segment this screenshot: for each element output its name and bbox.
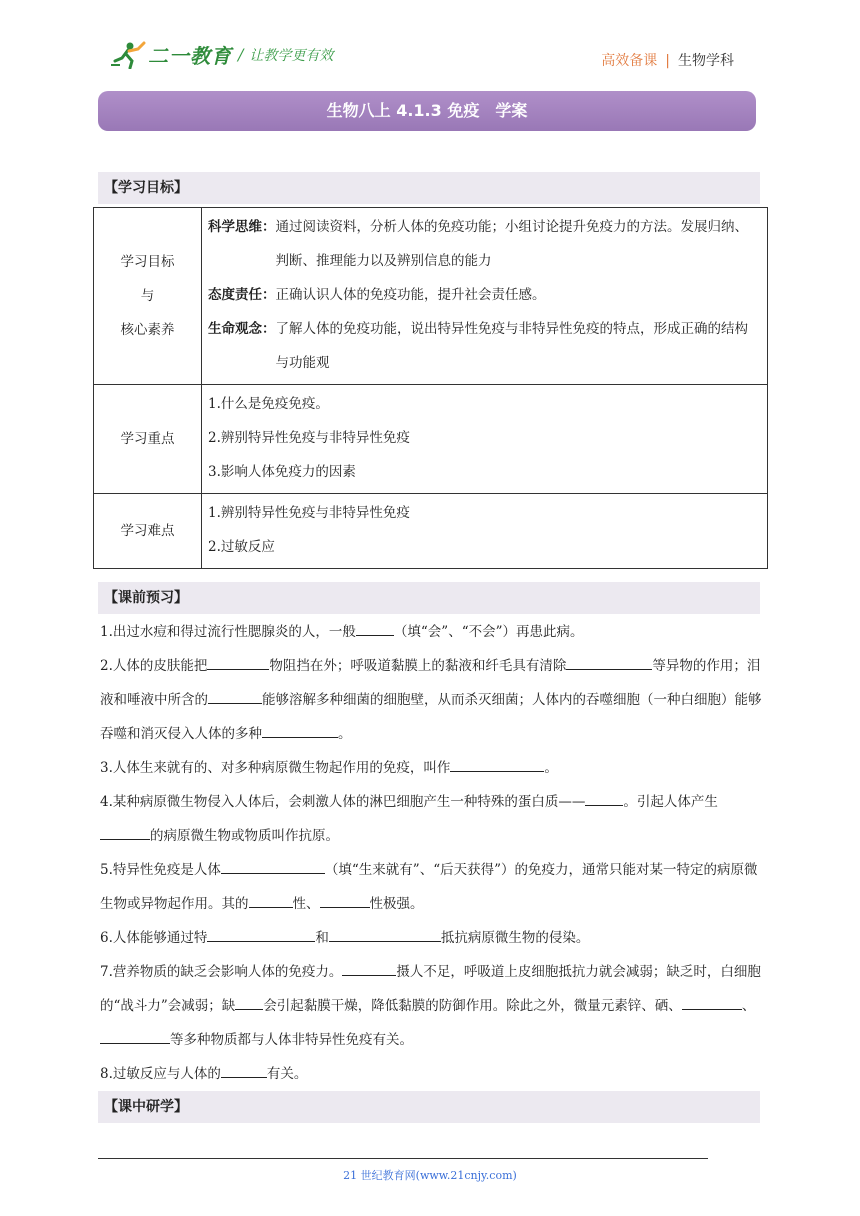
goal-value: 了解人体的免疫功能，说出特异性免疫与非特异性免疫的特点，形成正确的结构与功能观 <box>275 321 748 371</box>
difficulty-item: 2.过敏反应 <box>208 539 275 555</box>
goals-table <box>93 207 768 569</box>
goal-item-attitude <box>208 278 761 312</box>
header-tags <box>601 50 734 70</box>
fill-blank[interactable] <box>566 653 652 670</box>
fill-blank[interactable] <box>207 653 269 670</box>
fill-blank[interactable] <box>320 891 370 908</box>
goals-row-difficulties-content <box>202 494 768 569</box>
q-text: 。引起人体产生 <box>623 794 718 810</box>
q-text: 抵抗病原微生物的侵染。 <box>440 930 590 946</box>
goals-row-difficulties-label: 学习难点 <box>94 494 202 569</box>
q-text: 有关。 <box>266 1066 308 1082</box>
preview-question-7 <box>100 955 762 1057</box>
q-text: （填“生来就有”、“后天获得”）的免疫力，通常只能对某一特定的病原微生物或异物起作用。其的 <box>100 862 758 912</box>
fill-blank[interactable] <box>342 959 396 976</box>
goal-item-life <box>208 312 761 380</box>
q-text: 6.人体能够通过特 <box>100 930 208 946</box>
q-text: 等多种物质都与人体非特异性免疫有关。 <box>170 1032 413 1048</box>
fill-blank[interactable] <box>221 857 325 874</box>
q-text: 2.人体的皮肤能把 <box>100 658 208 674</box>
keypoint-item: 1.什么是免疫免疫。 <box>208 396 329 412</box>
section-study-heading: 【课中研学】 <box>98 1091 760 1123</box>
q-text: 5.特异性免疫是人体 <box>100 862 221 878</box>
goals-row-keypoints-label: 学习重点 <box>94 385 202 494</box>
goal-item-thinking <box>208 210 761 278</box>
preview-question-4 <box>100 785 762 853</box>
header-tag-prep: 高效备课 <box>601 53 658 69</box>
preview-question-5 <box>100 853 762 921</box>
preview-question-6 <box>100 921 762 955</box>
fill-blank[interactable] <box>208 687 262 704</box>
page-title: 生物八上 4.1.3 免疫 学案 <box>98 91 756 131</box>
label-line: 与 <box>140 288 155 304</box>
goals-row-core-label <box>94 208 202 385</box>
fill-blank[interactable] <box>682 993 742 1010</box>
q-text: 。 <box>544 760 558 776</box>
section-preview-heading: 【课前预习】 <box>98 582 760 614</box>
goals-row-difficulties <box>94 494 768 569</box>
q-text: 4.某种病原微生物侵入人体后，会刺激人体的淋巴细胞产生一种特殊的蛋白质—— <box>100 794 586 810</box>
fill-blank[interactable] <box>329 925 441 942</box>
q-text: 、 <box>741 998 756 1014</box>
footer-divider <box>98 1158 708 1159</box>
q-text: 的病原微生物或物质叫作抗原。 <box>150 828 339 844</box>
q-text: 和 <box>315 930 329 946</box>
q-text: 摄人不足，呼吸道上皮细胞抵抗力就会减弱；缺乏时，白细胞的“战斗力”会减弱；缺 <box>100 964 761 1014</box>
q-text: 物阻挡在外；呼吸道黏膜上的黏液和纤毛具有清除 <box>269 658 567 674</box>
fill-blank[interactable] <box>221 1061 267 1078</box>
header-divider: | <box>665 53 670 69</box>
fill-blank[interactable] <box>585 789 623 806</box>
goals-row-core-content <box>202 208 768 385</box>
fill-blank[interactable] <box>207 925 315 942</box>
goal-key: 态度责任： <box>208 287 276 303</box>
label-line: 学习目标 <box>120 254 175 270</box>
keypoint-item: 2.辨别特异性免疫与非特异性免疫 <box>208 430 410 446</box>
q-text: 。 <box>338 726 352 742</box>
q-text: 7.营养物质的缺乏会影响人体的免疫力。 <box>100 964 343 980</box>
q-text: 性极强。 <box>369 896 424 912</box>
brand-logo <box>110 40 333 69</box>
fill-blank[interactable] <box>450 755 544 772</box>
fill-blank[interactable] <box>100 823 150 840</box>
preview-question-2 <box>100 649 762 751</box>
logo-separator: / <box>238 45 244 64</box>
fill-blank[interactable] <box>249 891 293 908</box>
section-goals-heading: 【学习目标】 <box>98 172 760 204</box>
fill-blank[interactable] <box>100 1027 170 1044</box>
goal-key: 生命观念： <box>208 321 276 337</box>
footer-source: 21 世纪教育网(www.21cnjy.com) <box>343 1169 517 1182</box>
goals-row-keypoints-content <box>202 385 768 494</box>
label-line: 核心素养 <box>120 322 175 338</box>
q-text: 8.过敏反应与人体的 <box>100 1066 221 1082</box>
q-text: 会引起黏膜干燥，降低黏膜的防御作用。除此之外，微量元素锌、硒、 <box>263 998 682 1014</box>
logo-slogan: 让教学更有效 <box>249 47 334 64</box>
fill-blank[interactable] <box>356 619 394 636</box>
header-tag-subject: 生物学科 <box>678 53 734 69</box>
q-text: 性、 <box>292 896 320 912</box>
goal-value: 通过阅读资料，分析人体的免疫功能；小组讨论提升免疫力的方法。发展归纳、判断、推理能力以及辨别信息的能力 <box>275 219 748 269</box>
q-text: 1.出过水痘和得过流行性腮腺炎的人，一般 <box>100 624 356 640</box>
preview-question-3 <box>100 751 762 785</box>
preview-question-8 <box>100 1057 762 1091</box>
q-text: 能够溶解多种细菌的细胞壁，从而杀灭细菌；人体内的吞噬细胞（一种白细胞）能够吞噬和消灭侵入人体的多种 <box>100 692 762 742</box>
goal-key: 科学思维： <box>208 219 276 235</box>
logo-text: 二一教育 <box>148 44 232 68</box>
page-header <box>0 0 860 80</box>
fill-blank[interactable] <box>262 721 338 738</box>
goal-value: 正确认识人体的免疫功能，提升社会责任感。 <box>275 287 546 303</box>
fill-blank[interactable] <box>235 993 263 1010</box>
runner-logo-icon <box>110 41 146 69</box>
q-text: 3.人体生来就有的、对多种病原微生物起作用的免疫，叫作 <box>100 760 451 776</box>
difficulty-item: 1.辨别特异性免疫与非特异性免疫 <box>208 505 410 521</box>
q-text: 等异物的作用；泪液和唾液中所含的 <box>100 658 761 708</box>
q-text: （填“会”、“不会”）再患此病。 <box>393 624 584 640</box>
keypoint-item: 3.影响人体免疫力的因素 <box>208 464 356 480</box>
goals-row-core <box>94 208 768 385</box>
preview-question-1 <box>100 615 762 649</box>
goals-row-keypoints <box>94 385 768 494</box>
